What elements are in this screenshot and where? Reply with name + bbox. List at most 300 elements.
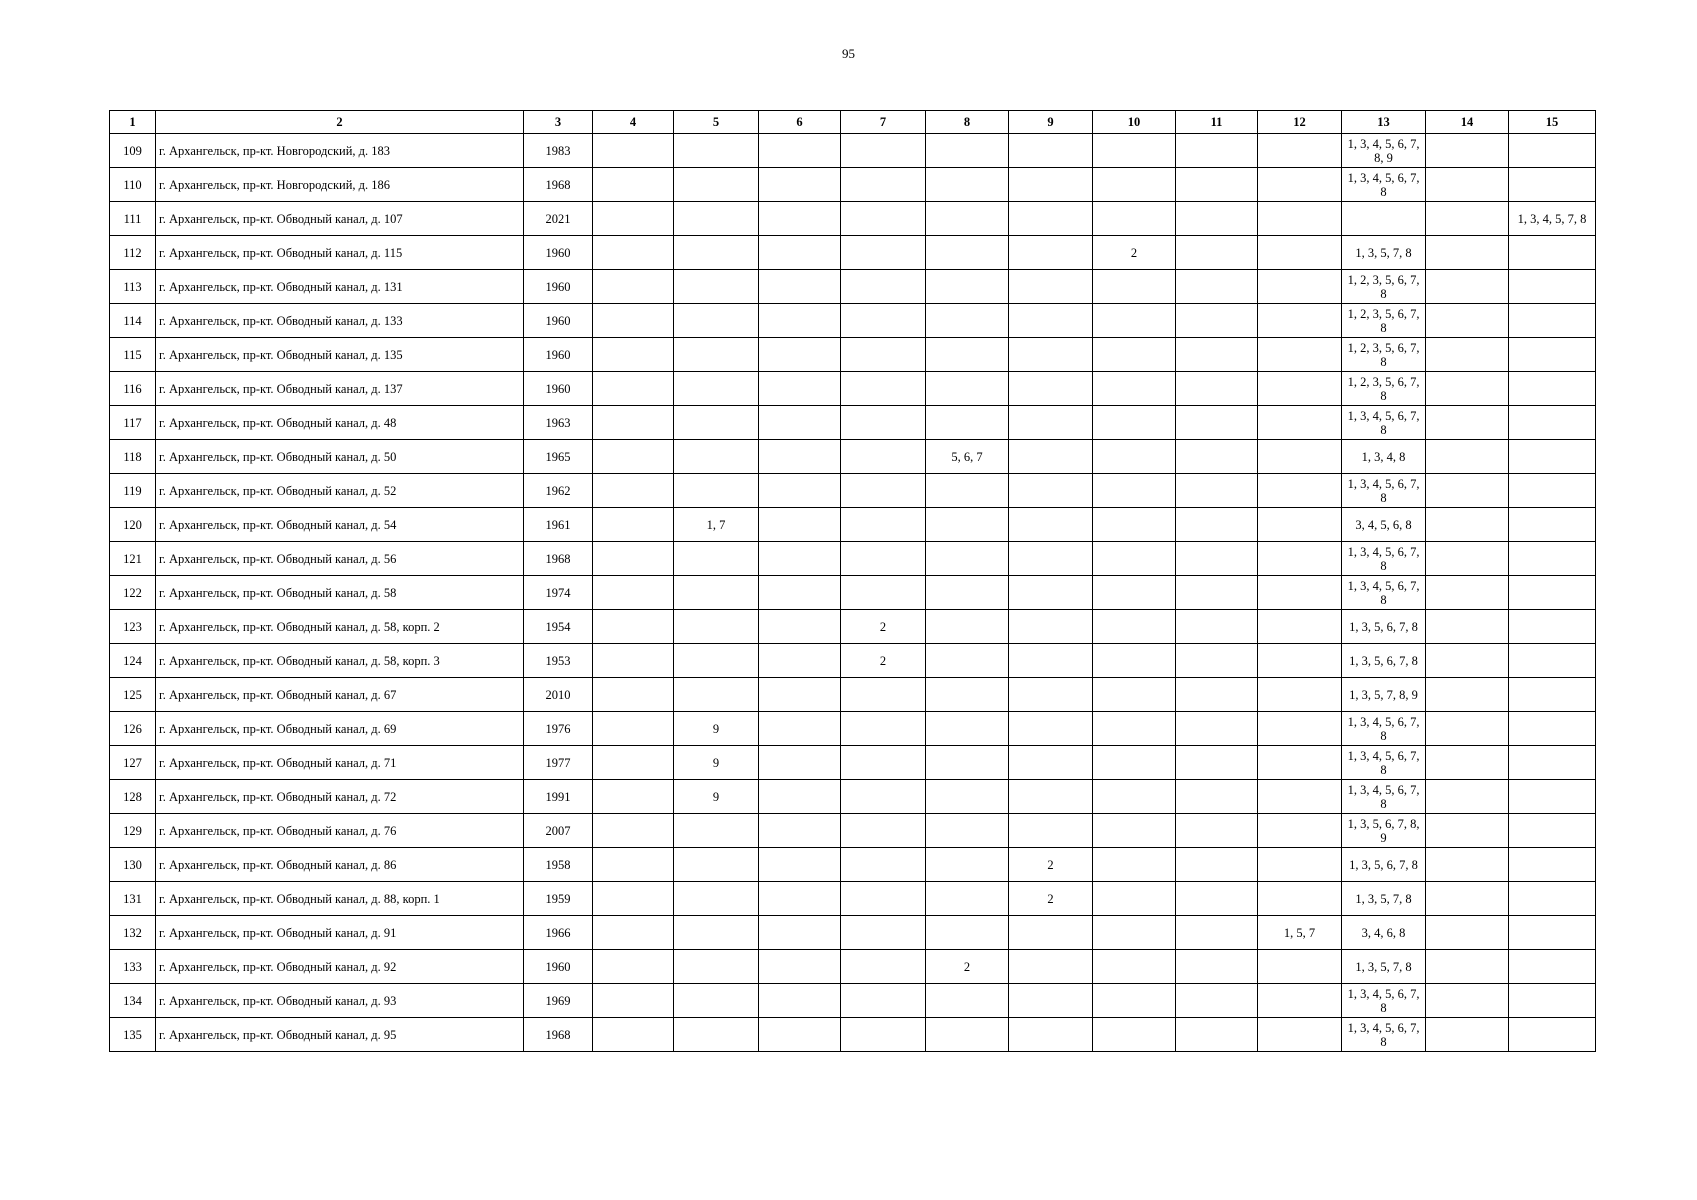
column-header-3: 3	[524, 111, 593, 134]
column-6-cell	[759, 474, 841, 508]
table-row	[110, 950, 1596, 984]
column-5-cell	[674, 814, 759, 848]
column-11-cell	[1176, 134, 1258, 168]
column-10-cell	[1093, 576, 1176, 610]
column-4-cell	[593, 542, 674, 576]
column-10-cell	[1093, 304, 1176, 338]
column-7-cell	[841, 134, 926, 168]
column-9-cell	[1009, 406, 1093, 440]
column-11-cell	[1176, 984, 1258, 1018]
table-row	[110, 576, 1596, 610]
column-8-cell: 2	[926, 950, 1009, 984]
column-6-cell	[759, 610, 841, 644]
year-cell: 1974	[524, 576, 593, 610]
column-14-cell	[1426, 644, 1509, 678]
column-11-cell	[1176, 304, 1258, 338]
column-12-cell	[1258, 168, 1342, 202]
column-7-cell	[841, 882, 926, 916]
address-cell: г. Архангельск, пр-кт. Обводный канал, д. 92	[156, 950, 524, 984]
year-cell: 1953	[524, 644, 593, 678]
column-7-cell	[841, 950, 926, 984]
column-8-cell	[926, 746, 1009, 780]
column-12-cell	[1258, 202, 1342, 236]
column-15-cell	[1509, 678, 1596, 712]
column-12-cell	[1258, 848, 1342, 882]
column-14-cell	[1426, 542, 1509, 576]
column-5-cell	[674, 678, 759, 712]
address-cell: г. Архангельск, пр-кт. Обводный канал, д. 58, корп. 2	[156, 610, 524, 644]
column-15-cell	[1509, 542, 1596, 576]
column-4-cell	[593, 848, 674, 882]
column-14-cell	[1426, 678, 1509, 712]
year-cell: 1976	[524, 712, 593, 746]
table-row	[110, 508, 1596, 542]
column-13-cell: 1, 3, 4, 5, 6, 7, 8, 9	[1342, 134, 1426, 168]
column-13-cell: 1, 3, 4, 5, 6, 7, 8	[1342, 984, 1426, 1018]
column-10-cell	[1093, 678, 1176, 712]
year-cell: 1991	[524, 780, 593, 814]
column-11-cell	[1176, 474, 1258, 508]
column-11-cell	[1176, 542, 1258, 576]
table-row	[110, 610, 1596, 644]
column-13-cell: 1, 3, 5, 7, 8	[1342, 882, 1426, 916]
column-15-cell	[1509, 712, 1596, 746]
column-13-cell: 1, 2, 3, 5, 6, 7, 8	[1342, 372, 1426, 406]
year-cell: 1959	[524, 882, 593, 916]
row-number-cell: 111	[110, 202, 156, 236]
column-7-cell	[841, 542, 926, 576]
column-5-cell	[674, 440, 759, 474]
column-9-cell	[1009, 440, 1093, 474]
column-15-cell	[1509, 814, 1596, 848]
column-8-cell	[926, 202, 1009, 236]
column-header-10: 10	[1093, 111, 1176, 134]
row-number-cell: 117	[110, 406, 156, 440]
address-cell: г. Архангельск, пр-кт. Обводный канал, д. 91	[156, 916, 524, 950]
address-cell: г. Архангельск, пр-кт. Обводный канал, д. 67	[156, 678, 524, 712]
column-10-cell	[1093, 134, 1176, 168]
column-5-cell: 9	[674, 746, 759, 780]
column-7-cell: 2	[841, 610, 926, 644]
column-12-cell	[1258, 984, 1342, 1018]
column-9-cell	[1009, 508, 1093, 542]
column-13-cell: 1, 3, 5, 6, 7, 8, 9	[1342, 814, 1426, 848]
row-number-cell: 123	[110, 610, 156, 644]
column-11-cell	[1176, 202, 1258, 236]
column-10-cell	[1093, 950, 1176, 984]
column-header-5: 5	[674, 111, 759, 134]
column-11-cell	[1176, 882, 1258, 916]
address-cell: г. Архангельск, пр-кт. Обводный канал, д. 71	[156, 746, 524, 780]
column-11-cell	[1176, 576, 1258, 610]
year-cell: 1968	[524, 542, 593, 576]
column-9-cell	[1009, 202, 1093, 236]
column-11-cell	[1176, 644, 1258, 678]
row-number-cell: 131	[110, 882, 156, 916]
column-6-cell	[759, 338, 841, 372]
column-11-cell	[1176, 678, 1258, 712]
column-12-cell	[1258, 304, 1342, 338]
column-8-cell	[926, 542, 1009, 576]
column-12-cell	[1258, 440, 1342, 474]
column-15-cell	[1509, 882, 1596, 916]
column-6-cell	[759, 542, 841, 576]
column-12-cell	[1258, 134, 1342, 168]
column-6-cell	[759, 916, 841, 950]
column-10-cell	[1093, 712, 1176, 746]
column-header-1: 1	[110, 111, 156, 134]
column-13-cell: 1, 3, 4, 5, 6, 7, 8	[1342, 1018, 1426, 1052]
column-7-cell	[841, 372, 926, 406]
column-12-cell	[1258, 644, 1342, 678]
year-cell: 1962	[524, 474, 593, 508]
column-7-cell	[841, 474, 926, 508]
row-number-cell: 113	[110, 270, 156, 304]
column-10-cell	[1093, 1018, 1176, 1052]
column-12-cell	[1258, 406, 1342, 440]
year-cell: 1960	[524, 950, 593, 984]
column-8-cell	[926, 270, 1009, 304]
column-7-cell	[841, 848, 926, 882]
column-15-cell	[1509, 610, 1596, 644]
column-header-2: 2	[156, 111, 524, 134]
row-number-cell: 115	[110, 338, 156, 372]
column-4-cell	[593, 814, 674, 848]
column-15-cell	[1509, 848, 1596, 882]
column-5-cell	[674, 236, 759, 270]
column-4-cell	[593, 372, 674, 406]
column-12-cell	[1258, 1018, 1342, 1052]
column-8-cell	[926, 134, 1009, 168]
year-cell: 1969	[524, 984, 593, 1018]
column-6-cell	[759, 814, 841, 848]
column-6-cell	[759, 134, 841, 168]
column-7-cell	[841, 508, 926, 542]
column-10-cell	[1093, 406, 1176, 440]
column-header-14: 14	[1426, 111, 1509, 134]
column-12-cell	[1258, 372, 1342, 406]
column-5-cell	[674, 916, 759, 950]
table-row	[110, 712, 1596, 746]
column-13-cell: 1, 3, 4, 5, 6, 7, 8	[1342, 746, 1426, 780]
column-9-cell	[1009, 576, 1093, 610]
column-15-cell	[1509, 270, 1596, 304]
year-cell: 1960	[524, 236, 593, 270]
column-15-cell	[1509, 440, 1596, 474]
table-body	[110, 134, 1596, 1052]
column-8-cell	[926, 474, 1009, 508]
table-row	[110, 814, 1596, 848]
column-12-cell	[1258, 746, 1342, 780]
column-header-11: 11	[1176, 111, 1258, 134]
column-14-cell	[1426, 780, 1509, 814]
column-9-cell	[1009, 134, 1093, 168]
address-cell: г. Архангельск, пр-кт. Обводный канал, д. 50	[156, 440, 524, 474]
page-number: 95	[842, 46, 855, 61]
column-7-cell	[841, 746, 926, 780]
column-9-cell	[1009, 814, 1093, 848]
column-11-cell	[1176, 338, 1258, 372]
column-6-cell	[759, 576, 841, 610]
column-7-cell	[841, 304, 926, 338]
column-4-cell	[593, 610, 674, 644]
column-8-cell	[926, 1018, 1009, 1052]
column-7-cell	[841, 780, 926, 814]
address-cell: г. Архангельск, пр-кт. Обводный канал, д. 135	[156, 338, 524, 372]
address-cell: г. Архангельск, пр-кт. Новгородский, д. 183	[156, 134, 524, 168]
address-cell: г. Архангельск, пр-кт. Обводный канал, д. 58	[156, 576, 524, 610]
address-cell: г. Архангельск, пр-кт. Обводный канал, д. 48	[156, 406, 524, 440]
column-5-cell: 9	[674, 780, 759, 814]
row-number-cell: 114	[110, 304, 156, 338]
column-8-cell	[926, 678, 1009, 712]
table-row	[110, 202, 1596, 236]
year-cell: 2007	[524, 814, 593, 848]
column-15-cell	[1509, 372, 1596, 406]
column-13-cell	[1342, 202, 1426, 236]
column-13-cell: 1, 3, 5, 6, 7, 8	[1342, 610, 1426, 644]
column-8-cell	[926, 848, 1009, 882]
year-cell: 1977	[524, 746, 593, 780]
year-cell: 1968	[524, 168, 593, 202]
column-9-cell	[1009, 542, 1093, 576]
column-13-cell: 1, 3, 4, 8	[1342, 440, 1426, 474]
column-13-cell: 1, 3, 4, 5, 6, 7, 8	[1342, 474, 1426, 508]
column-4-cell	[593, 304, 674, 338]
column-4-cell	[593, 984, 674, 1018]
column-6-cell	[759, 644, 841, 678]
column-10-cell	[1093, 984, 1176, 1018]
column-15-cell: 1, 3, 4, 5, 7, 8	[1509, 202, 1596, 236]
column-5-cell	[674, 474, 759, 508]
column-13-cell: 1, 3, 5, 6, 7, 8	[1342, 644, 1426, 678]
address-cell: г. Архангельск, пр-кт. Обводный канал, д. 72	[156, 780, 524, 814]
address-cell: г. Архангельск, пр-кт. Обводный канал, д. 86	[156, 848, 524, 882]
column-8-cell	[926, 168, 1009, 202]
column-14-cell	[1426, 474, 1509, 508]
table-header	[110, 111, 1596, 134]
column-13-cell: 1, 3, 4, 5, 6, 7, 8	[1342, 168, 1426, 202]
column-5-cell	[674, 270, 759, 304]
column-7-cell	[841, 338, 926, 372]
column-6-cell	[759, 440, 841, 474]
column-15-cell	[1509, 644, 1596, 678]
table-row	[110, 338, 1596, 372]
row-number-cell: 122	[110, 576, 156, 610]
column-7-cell	[841, 678, 926, 712]
column-9-cell	[1009, 610, 1093, 644]
column-5-cell	[674, 168, 759, 202]
row-number-cell: 118	[110, 440, 156, 474]
row-number-cell: 126	[110, 712, 156, 746]
column-11-cell	[1176, 508, 1258, 542]
column-4-cell	[593, 508, 674, 542]
column-4-cell	[593, 338, 674, 372]
column-12-cell	[1258, 508, 1342, 542]
column-12-cell	[1258, 270, 1342, 304]
column-11-cell	[1176, 916, 1258, 950]
column-8-cell	[926, 644, 1009, 678]
column-9-cell	[1009, 746, 1093, 780]
column-15-cell	[1509, 236, 1596, 270]
table-row	[110, 882, 1596, 916]
column-13-cell: 1, 3, 4, 5, 6, 7, 8	[1342, 576, 1426, 610]
column-11-cell	[1176, 610, 1258, 644]
column-9-cell: 2	[1009, 848, 1093, 882]
column-header-7: 7	[841, 111, 926, 134]
column-4-cell	[593, 236, 674, 270]
column-8-cell	[926, 780, 1009, 814]
row-number-cell: 129	[110, 814, 156, 848]
column-6-cell	[759, 304, 841, 338]
column-13-cell: 1, 3, 4, 5, 6, 7, 8	[1342, 712, 1426, 746]
column-12-cell	[1258, 576, 1342, 610]
column-5-cell	[674, 1018, 759, 1052]
column-11-cell	[1176, 406, 1258, 440]
column-8-cell	[926, 576, 1009, 610]
column-14-cell	[1426, 372, 1509, 406]
column-11-cell	[1176, 440, 1258, 474]
column-10-cell	[1093, 610, 1176, 644]
year-cell: 1968	[524, 1018, 593, 1052]
column-4-cell	[593, 746, 674, 780]
table-row	[110, 746, 1596, 780]
column-10-cell	[1093, 508, 1176, 542]
column-15-cell	[1509, 134, 1596, 168]
column-15-cell	[1509, 780, 1596, 814]
column-7-cell	[841, 712, 926, 746]
column-7-cell	[841, 1018, 926, 1052]
column-7-cell	[841, 406, 926, 440]
column-5-cell	[674, 882, 759, 916]
column-4-cell	[593, 202, 674, 236]
column-8-cell	[926, 236, 1009, 270]
column-15-cell	[1509, 168, 1596, 202]
column-7-cell	[841, 814, 926, 848]
column-5-cell	[674, 542, 759, 576]
address-cell: г. Архангельск, пр-кт. Новгородский, д. 186	[156, 168, 524, 202]
column-4-cell	[593, 576, 674, 610]
column-10-cell	[1093, 338, 1176, 372]
column-4-cell	[593, 406, 674, 440]
table-row	[110, 134, 1596, 168]
column-4-cell	[593, 780, 674, 814]
table-row	[110, 1018, 1596, 1052]
row-number-cell: 128	[110, 780, 156, 814]
column-9-cell	[1009, 950, 1093, 984]
column-12-cell	[1258, 814, 1342, 848]
year-cell: 1965	[524, 440, 593, 474]
column-6-cell	[759, 202, 841, 236]
table-row	[110, 644, 1596, 678]
year-cell: 1958	[524, 848, 593, 882]
column-4-cell	[593, 882, 674, 916]
column-10-cell	[1093, 440, 1176, 474]
row-number-cell: 119	[110, 474, 156, 508]
year-cell: 1983	[524, 134, 593, 168]
column-14-cell	[1426, 304, 1509, 338]
column-8-cell: 5, 6, 7	[926, 440, 1009, 474]
column-7-cell	[841, 270, 926, 304]
table-row	[110, 406, 1596, 440]
column-10-cell	[1093, 474, 1176, 508]
column-4-cell	[593, 440, 674, 474]
column-6-cell	[759, 984, 841, 1018]
column-15-cell	[1509, 508, 1596, 542]
column-14-cell	[1426, 848, 1509, 882]
column-8-cell	[926, 508, 1009, 542]
column-7-cell	[841, 168, 926, 202]
column-11-cell	[1176, 950, 1258, 984]
column-14-cell	[1426, 168, 1509, 202]
column-12-cell	[1258, 950, 1342, 984]
column-4-cell	[593, 134, 674, 168]
column-10-cell	[1093, 746, 1176, 780]
column-9-cell	[1009, 1018, 1093, 1052]
table-row	[110, 984, 1596, 1018]
column-5-cell	[674, 202, 759, 236]
row-number-cell: 120	[110, 508, 156, 542]
table-row	[110, 372, 1596, 406]
column-4-cell	[593, 1018, 674, 1052]
column-4-cell	[593, 168, 674, 202]
column-5-cell	[674, 372, 759, 406]
table-row	[110, 440, 1596, 474]
column-10-cell	[1093, 916, 1176, 950]
column-7-cell: 2	[841, 644, 926, 678]
column-8-cell	[926, 372, 1009, 406]
column-12-cell	[1258, 474, 1342, 508]
column-5-cell: 9	[674, 712, 759, 746]
table-row	[110, 780, 1596, 814]
column-6-cell	[759, 1018, 841, 1052]
column-11-cell	[1176, 712, 1258, 746]
column-5-cell	[674, 848, 759, 882]
address-cell: г. Архангельск, пр-кт. Обводный канал, д. 52	[156, 474, 524, 508]
address-cell: г. Архангельск, пр-кт. Обводный канал, д. 133	[156, 304, 524, 338]
column-13-cell: 1, 3, 4, 5, 6, 7, 8	[1342, 542, 1426, 576]
table-row	[110, 848, 1596, 882]
column-9-cell	[1009, 916, 1093, 950]
year-cell: 1960	[524, 338, 593, 372]
year-cell: 1954	[524, 610, 593, 644]
address-cell: г. Архангельск, пр-кт. Обводный канал, д. 115	[156, 236, 524, 270]
column-header-15: 15	[1509, 111, 1596, 134]
column-9-cell	[1009, 678, 1093, 712]
column-12-cell	[1258, 610, 1342, 644]
column-12-cell	[1258, 712, 1342, 746]
column-15-cell	[1509, 474, 1596, 508]
column-9-cell	[1009, 168, 1093, 202]
column-11-cell	[1176, 168, 1258, 202]
table-row	[110, 678, 1596, 712]
row-number-cell: 130	[110, 848, 156, 882]
row-number-cell: 124	[110, 644, 156, 678]
column-4-cell	[593, 678, 674, 712]
column-10-cell	[1093, 542, 1176, 576]
column-8-cell	[926, 882, 1009, 916]
row-number-cell: 116	[110, 372, 156, 406]
column-12-cell	[1258, 678, 1342, 712]
column-13-cell: 1, 3, 5, 6, 7, 8	[1342, 848, 1426, 882]
column-5-cell	[674, 406, 759, 440]
column-11-cell	[1176, 1018, 1258, 1052]
column-9-cell	[1009, 780, 1093, 814]
address-cell: г. Архангельск, пр-кт. Обводный канал, д. 95	[156, 1018, 524, 1052]
column-11-cell	[1176, 780, 1258, 814]
column-5-cell	[674, 576, 759, 610]
column-9-cell	[1009, 474, 1093, 508]
